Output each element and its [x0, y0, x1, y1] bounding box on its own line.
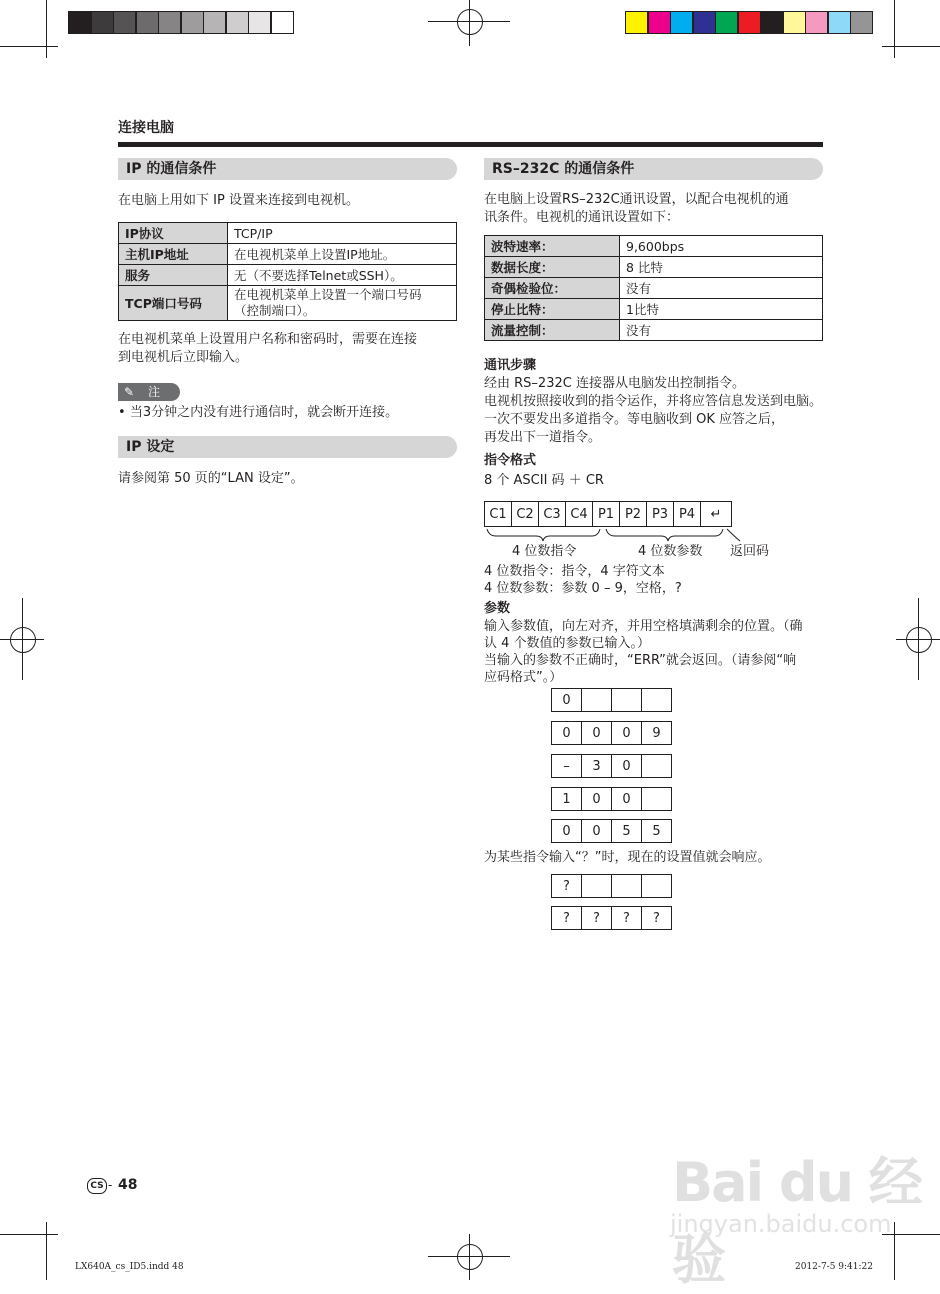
- param-cell: [641, 787, 672, 811]
- param-cell: [611, 688, 642, 712]
- page-dash: -: [108, 1178, 113, 1192]
- param-cell: ?: [641, 906, 672, 930]
- table-row: [485, 257, 823, 278]
- ip-value-line: 在电视机菜单上设置一个端口号码: [234, 287, 422, 302]
- rs-value: 8 比特: [620, 257, 823, 278]
- rs-table: [484, 235, 823, 341]
- text-line: 再发出下一道指令。: [484, 430, 602, 445]
- ip-value: 在电视机菜单上设置IP地址。: [228, 244, 457, 265]
- param-cell: 1: [551, 787, 582, 811]
- ip-key: 主机IP地址: [119, 244, 228, 265]
- color-swatch: [158, 11, 181, 34]
- text-line: 4 位数指令：指令，4 字符文本: [484, 564, 665, 579]
- label-return: 返回码: [730, 544, 770, 559]
- color-swatch: [850, 11, 873, 34]
- color-swatch: [68, 11, 91, 34]
- param-cell: 0: [551, 721, 582, 745]
- procedure-text: [484, 375, 822, 447]
- ip-after-text: [118, 331, 417, 367]
- text-line: 电视机按照接收到的指令运作，并将应答信息发送到电脑。: [484, 394, 823, 409]
- ip-key: 服务: [119, 265, 228, 286]
- ip-table: [118, 222, 457, 321]
- text-line: 4 位数参数：参数 0 – 9，空格，?: [484, 581, 682, 596]
- table-row: [485, 320, 823, 341]
- param-cell: –: [551, 754, 582, 778]
- format-desc: [484, 563, 682, 597]
- param-cell: ?: [551, 906, 582, 930]
- rs-key: 停止比特：: [485, 299, 620, 320]
- cmd-cell: P1: [592, 501, 620, 527]
- color-swatch: [271, 11, 294, 34]
- param-cell: [641, 874, 672, 898]
- param-cell: [641, 688, 672, 712]
- color-swatch: [113, 11, 136, 34]
- header-rule: [118, 142, 823, 147]
- param-cell: [641, 754, 672, 778]
- cmd-cell: C1: [484, 501, 512, 527]
- label-param: 4 位数参数: [638, 544, 703, 559]
- param-cell: 0: [611, 721, 642, 745]
- param-cell: 0: [551, 819, 582, 843]
- watermark-url: jingyan.baidu.com: [670, 1210, 892, 1238]
- param-cell: 0: [581, 721, 612, 745]
- params-text: [484, 618, 803, 686]
- rs-key: 波特速率：: [485, 236, 620, 257]
- color-swatch: [91, 11, 114, 34]
- query-example: [551, 906, 671, 930]
- param-cell: 0: [611, 754, 642, 778]
- print-timestamp: 2012-7-5 9:41:22: [795, 1262, 873, 1272]
- ip-key: IP协议: [119, 223, 228, 244]
- file-name: LX640A_cs_ID5.indd 48: [75, 1262, 184, 1272]
- command-format-row: [484, 501, 731, 527]
- ip-value: 无（不要选择Telnet或SSH）。: [228, 265, 457, 286]
- param-example: [551, 688, 671, 712]
- note-text: [118, 404, 398, 422]
- page-title: 连接电脑: [118, 120, 174, 136]
- procedure-title: 通讯步骤: [484, 358, 537, 373]
- param-cell: ?: [581, 906, 612, 930]
- rs-intro: [484, 191, 789, 227]
- color-swatch: [738, 11, 761, 34]
- color-swatch: [136, 11, 159, 34]
- ip-value-line: （控制端口）。: [234, 303, 316, 318]
- cmd-cell: C2: [511, 501, 539, 527]
- cmd-cell: P2: [619, 501, 647, 527]
- color-swatch: [828, 11, 851, 34]
- param-cell: 5: [611, 819, 642, 843]
- text-line: 一次不要发出多道指令。等电脑收到 OK 应答之后，: [484, 412, 785, 427]
- table-row: [485, 236, 823, 257]
- table-row: [119, 244, 457, 265]
- text-line: 经由 RS–232C 连接器从电脑发出控制指令。: [484, 376, 745, 391]
- table-row: [119, 223, 457, 244]
- text-line: 到电视机后立即输入。: [118, 350, 249, 365]
- color-swatch: [715, 11, 738, 34]
- rs-key: 流量控制：: [485, 320, 620, 341]
- ip-value: TCP/IP: [228, 223, 457, 244]
- table-row: [485, 299, 823, 320]
- text-line: 应码格式”。）: [484, 670, 563, 685]
- color-swatch: [248, 11, 271, 34]
- rs-value: 没有: [620, 320, 823, 341]
- text-line: 认 4 个数值的参数已输入。）: [484, 636, 651, 651]
- ip-intro: 在电脑上用如下 IP 设置来连接到电视机。: [118, 193, 359, 208]
- rs-value: 没有: [620, 278, 823, 299]
- cmd-cell: C3: [538, 501, 566, 527]
- text-line: 当输入的参数不正确时，“ERR”就会返回。（请参阅“响: [484, 653, 797, 668]
- color-swatch: [670, 11, 693, 34]
- table-row: [119, 286, 457, 321]
- ip-setting-text: 请参阅第 50 页的“LAN 设定”。: [118, 471, 304, 486]
- text-line: 讯条件。电视机的通讯设置如下：: [484, 210, 680, 225]
- pencil-icon: ✎: [124, 385, 135, 399]
- ip-value: [228, 286, 457, 321]
- text-line: 在电脑上设置RS–232C通讯设置，以配合电视机的通: [484, 192, 789, 207]
- text-line: 输入参数值，向左对齐，并用空格填满剩余的位置。（确: [484, 619, 803, 634]
- color-swatch: [625, 11, 648, 34]
- rs-key: 奇偶检验位：: [485, 278, 620, 299]
- param-cell: 0: [611, 787, 642, 811]
- param-cell: [581, 688, 612, 712]
- color-swatch: [783, 11, 806, 34]
- color-swatch: [203, 11, 226, 34]
- params-title: 参数: [484, 601, 511, 616]
- note-label: 注: [148, 385, 161, 399]
- param-cell: 0: [581, 787, 612, 811]
- cmd-cell: P4: [673, 501, 701, 527]
- return-key-icon: ↵: [700, 501, 732, 527]
- color-swatch: [693, 11, 716, 34]
- label-command: 4 位数指令: [512, 544, 577, 559]
- note-tag: [118, 383, 180, 401]
- param-cell: ?: [551, 874, 582, 898]
- param-example: [551, 754, 671, 778]
- rs-value: 1比特: [620, 299, 823, 320]
- color-swatch: [648, 11, 671, 34]
- table-row: [485, 278, 823, 299]
- param-cell: [611, 874, 642, 898]
- format-line: 8 个 ASCII 码 ＋ CR: [484, 473, 604, 488]
- ip-key: TCP端口号码: [119, 286, 228, 321]
- color-swatch: [805, 11, 828, 34]
- page-number: 48: [118, 1177, 138, 1193]
- param-cell: 5: [641, 819, 672, 843]
- note-body: 当3分钟之内没有进行通信时，就会断开连接。: [129, 405, 399, 420]
- section-ip-conditions: IP 的通信条件: [118, 158, 457, 180]
- param-cell: 9: [641, 721, 672, 745]
- cmd-cell: C4: [565, 501, 593, 527]
- param-cell: 0: [581, 819, 612, 843]
- language-badge: CS: [87, 1178, 107, 1194]
- format-title: 指令格式: [484, 453, 537, 468]
- baidu-watermark: Bai du 经验: [672, 1151, 921, 1291]
- query-text: 为某些指令输入“？”时，现在的设置值就会响应。: [484, 850, 771, 865]
- rs-key: 数据长度：: [485, 257, 620, 278]
- color-swatch: [226, 11, 249, 34]
- param-example: [551, 787, 671, 811]
- section-ip-setting: IP 设定: [118, 436, 457, 458]
- param-cell: ?: [611, 906, 642, 930]
- param-cell: 0: [551, 688, 582, 712]
- bullet-icon: •: [118, 405, 130, 420]
- param-example: [551, 819, 671, 843]
- query-example: [551, 874, 671, 898]
- param-example: [551, 721, 671, 745]
- text-line: 在电视机菜单上设置用户名称和密码时，需要在连接: [118, 332, 418, 347]
- rs-value: 9,600bps: [620, 236, 823, 257]
- param-cell: 3: [581, 754, 612, 778]
- table-row: [119, 265, 457, 286]
- color-swatch: [760, 11, 783, 34]
- section-rs232c-conditions: RS–232C 的通信条件: [484, 158, 823, 180]
- cmd-cell: P3: [646, 501, 674, 527]
- param-cell: [581, 874, 612, 898]
- color-swatch: [181, 11, 204, 34]
